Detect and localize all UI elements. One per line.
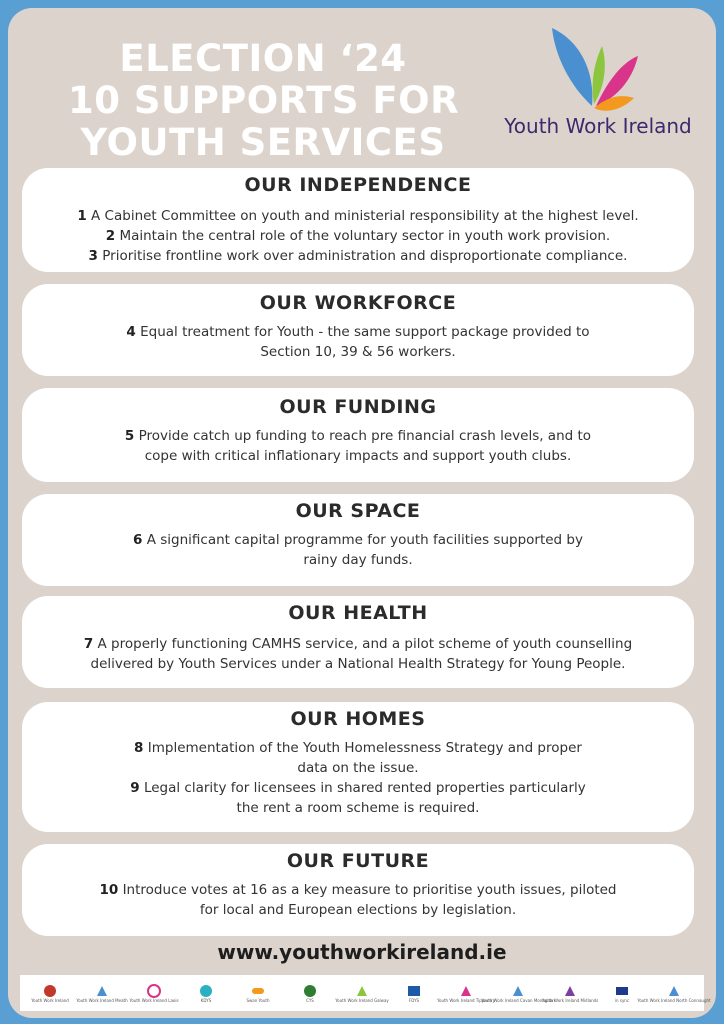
partner-icon [95,984,109,998]
title-line-3: YOUTH SERVICES [80,121,446,164]
partner-logo: Youth Work Ireland North Connaught [659,984,689,1003]
title-line-1: ELECTION ‘24 [119,37,407,80]
partner-logo: Youth Work Ireland Laois [139,984,169,1003]
support-item-3: 3 Prioritise frontline work over administration and disproportionate compliance. [88,248,628,264]
partner-icon [407,984,421,998]
support-item-5-cont: cope with critical inflationary impacts and support youth clubs. [144,448,572,464]
partner-icon [43,984,57,998]
support-item-7-cont: delivered by Youth Services under a National Health Strategy for Young People. [90,656,626,672]
section-workforce [22,284,694,376]
support-item-6-cont: rainy day funds. [303,552,413,568]
section-funding [22,388,694,482]
page-title [68,38,458,164]
partner-logo: Youth Work Ireland Midlands [555,984,585,1003]
support-item-10-cont: for local and European elections by legislation. [199,902,517,918]
support-item-2: 2 Maintain the central role of the voluntary sector in youth work provision. [105,228,611,244]
partner-logo: in sync [607,984,637,1003]
support-item-4: 4 Equal treatment for Youth - the same support package provided to [126,324,590,340]
partner-icon [563,984,577,998]
section-heading: OUR FUNDING [279,396,437,418]
support-item-5: 5 Provide catch up funding to reach pre financial crash levels, and to [124,428,592,444]
section-space [22,494,694,586]
title-line-2: 10 SUPPORTS FOR [68,79,460,122]
section-future [22,844,694,936]
partner-icon [511,984,525,998]
partner-logo: Youth Work Ireland Meath [87,984,117,1003]
partner-icon [147,984,161,998]
support-item-7: 7 A properly functioning CAMHS service, and a pilot scheme of youth counselling [83,636,633,652]
partner-icon [251,984,265,998]
section-heading: OUR HOMES [290,708,426,730]
partner-icon [199,984,213,998]
section-heading: OUR HEALTH [288,602,428,624]
partner-icon [355,984,369,998]
partner-icon [459,984,473,998]
poster [8,8,716,1018]
section-heading: OUR FUTURE [286,850,430,872]
section-heading: OUR WORKFORCE [259,292,457,314]
partner-logo: KDYS [191,984,221,1003]
partner-logo: FDYS [399,984,429,1003]
section-heading: OUR SPACE [295,500,421,522]
support-item-6: 6 A significant capital programme for youth facilities supported by [133,532,583,548]
section-health [22,596,694,688]
section-homes [22,702,694,832]
partner-logo: Youth Work Ireland Cavan Monaghan [503,984,533,1003]
website-link[interactable]: www.youthworkireland.ie [217,940,507,964]
section-independence [22,168,694,272]
support-item-4-cont: Section 10, 39 & 56 workers. [260,344,456,360]
partner-logo: Youth Work Ireland [35,984,65,1003]
partner-logo: Youth Work Ireland Galway [347,984,377,1003]
partner-logo: CYS [295,984,325,1003]
support-item-9-cont: the rent a room scheme is required. [236,800,480,816]
section-heading: OUR INDEPENDENCE [244,174,472,196]
support-item-8: 8 Implementation of the Youth Homelessness Strategy and proper [134,740,582,756]
logo-text: Youth Work Ireland [504,114,692,138]
support-item-8-cont: data on the issue. [297,760,419,776]
partner-icon [615,984,629,998]
partner-logo: Swan Youth [243,984,273,1003]
partner-icon [303,984,317,998]
partner-logo: Youth Work Ireland Tipperary [451,984,481,1003]
support-item-10: 10 Introduce votes at 16 as a key measure to prioritise youth issues, piloted [99,882,617,898]
partner-logos-strip [20,975,711,1011]
butterfly-logo-icon [550,26,640,114]
support-item-1: 1 A Cabinet Committee on youth and ministerial responsibility at the highest level. [77,208,639,224]
partner-icon [667,984,681,998]
youth-work-ireland-logo [498,26,698,146]
support-item-9: 9 Legal clarity for licensees in shared rented properties particularly [130,780,586,796]
